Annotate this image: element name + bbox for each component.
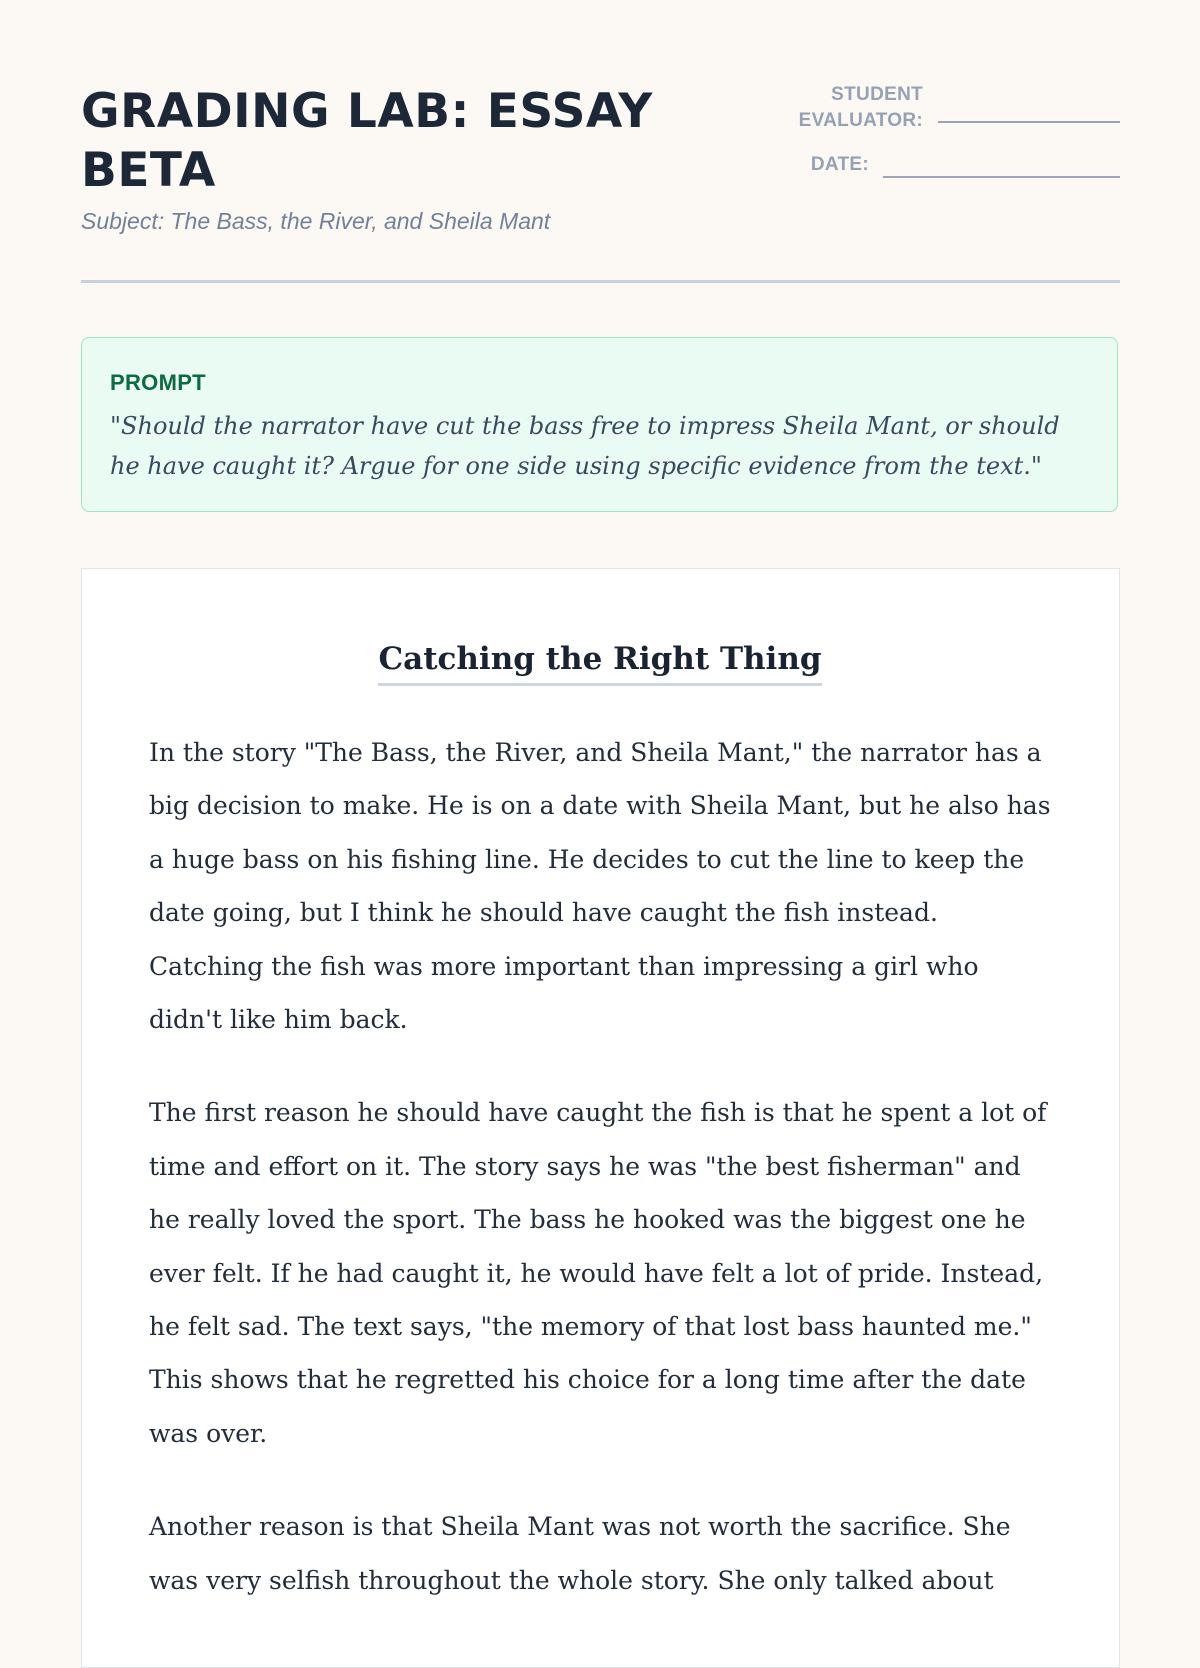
date-blank-line[interactable]: [883, 176, 1120, 178]
evaluator-label-line2: EVALUATOR:: [798, 110, 923, 131]
essay-paragraph-1: In the story "The Bass, the River, and Sheila Mant," the narrator has a big decision to make. He is on a date with Sheila Mant, but he also has a huge bass on his fishing line. He decides to cut the line to keep the date going, but I think he should have caught the fish instead. Catching the fish was more important than impressing a girl who didn't like him back.: [149, 738, 1051, 1035]
essay-title-container: [82, 639, 1118, 686]
header-divider: [81, 280, 1120, 283]
prompt-text: "Should the narrator have cut the bass free to impress Sheila Mant, or should he have caught it? Argue for one side using specific evidence from the text.": [110, 412, 1060, 480]
evaluator-label: [709, 82, 923, 134]
essay-paper: [81, 568, 1120, 1668]
header: [81, 82, 1120, 282]
essay-paragraph-2: The first reason he should have caught the fish is that he spent a lot of time and effort on it. The story says he was "the best fisherman" and he really loved the sport. The bass he hooked was the biggest one he ever felt. If he had caught it, he would have felt a lot of pride. Instead, he felt sad. The text says, "the memory of that lost bass haunted me." This shows that he regretted his choice for a long time after the date was over.: [149, 1098, 1047, 1448]
prompt-label: PROMPT: [110, 370, 206, 395]
essay-body: [149, 726, 1054, 1647]
worksheet-page: [81, 0, 1120, 1600]
essay-paragraph-3: Another reason is that Sheila Mant was not worth the sacrifice. She was very selfish throughout the whole story. She only talked about: [149, 1512, 1011, 1595]
evaluator-label-line1: STUDENT: [831, 84, 923, 105]
evaluator-blank-line[interactable]: [938, 121, 1120, 123]
essay-title: Catching the Right Thing: [378, 639, 821, 686]
subject-line: Subject: The Bass, the River, and Sheila Mant: [81, 208, 551, 234]
date-label: DATE:: [810, 154, 869, 175]
page-title: GRADING LAB: ESSAY BETA: [81, 84, 653, 198]
prompt-box: [81, 337, 1118, 512]
